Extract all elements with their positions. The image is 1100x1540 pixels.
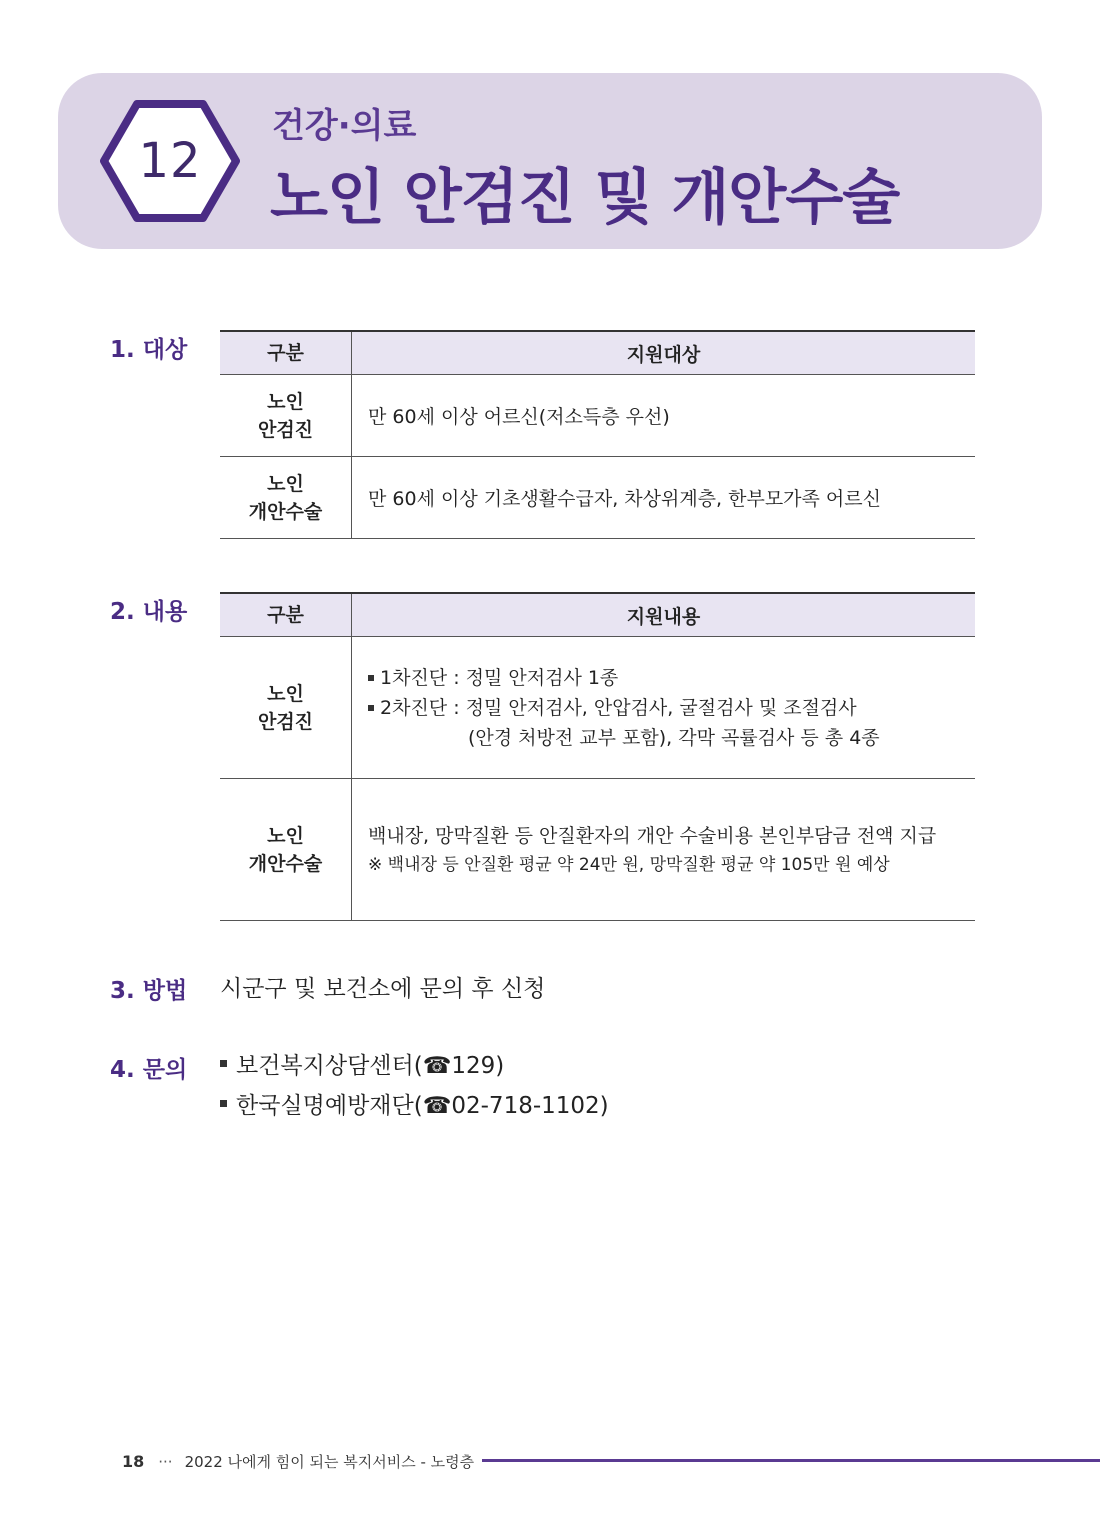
list-item-text: 1차진단 : 정밀 안저검사 1종	[380, 666, 619, 689]
table-row	[220, 375, 975, 457]
row-description: 만 60세 이상 기초생활수급자, 차상위계층, 한부모가족 어르신	[352, 457, 976, 539]
row-category	[220, 457, 352, 539]
section-label-target: 1. 대상	[110, 337, 188, 363]
column-header: 구분	[220, 593, 352, 637]
row-category-line: 노인	[267, 390, 304, 413]
footer-dots: ···	[158, 1452, 173, 1471]
footer	[122, 1451, 474, 1472]
list-item	[220, 1047, 504, 1080]
list-item	[368, 693, 975, 723]
footer-rule	[482, 1459, 1100, 1462]
page-number: 18	[122, 1452, 145, 1471]
page-title: 노인 안검진 및 개안수술	[270, 163, 900, 233]
column-header: 지원내용	[352, 593, 976, 637]
table-row	[220, 637, 975, 779]
page-category: 건강·의료	[272, 106, 417, 146]
row-category-line: 개안수술	[248, 852, 323, 875]
row-description	[352, 779, 976, 921]
contact-text: 한국실명예방재단(☎02-718-1102)	[236, 1093, 609, 1119]
table-header-row	[220, 331, 975, 375]
row-category-line: 노인	[267, 472, 304, 495]
content-table	[220, 592, 975, 921]
table-row	[220, 457, 975, 539]
section-number: 12	[138, 133, 202, 189]
row-description	[352, 637, 976, 779]
table-header-row	[220, 593, 975, 637]
section-label-inquiry: 4. 문의	[110, 1057, 188, 1083]
list-item-text: 2차진단 : 정밀 안저검사, 안압검사, 굴절검사 및 조절검사	[380, 696, 857, 719]
row-category	[220, 637, 352, 779]
table-row	[220, 779, 975, 921]
column-header: 구분	[220, 331, 352, 375]
section-label-content: 2. 내용	[110, 599, 188, 625]
description-text: 백내장, 망막질환 등 안질환자의 개안 수술비용 본인부담금 전액 지급	[368, 824, 937, 847]
footer-text: 2022 나에게 힘이 되는 복지서비스 - 노령층	[184, 1453, 475, 1471]
contact-text: 보건복지상담센터(☎129)	[236, 1053, 505, 1079]
row-category	[220, 779, 352, 921]
list-item	[220, 1087, 609, 1120]
row-category-line: 안검진	[257, 418, 314, 441]
row-category	[220, 375, 352, 457]
row-category-line: 노인	[267, 824, 304, 847]
method-text: 시군구 및 보건소에 문의 후 신청	[220, 976, 546, 1002]
bullet-icon	[368, 705, 374, 711]
list-item-continuation: (안경 처방전 교부 포함), 각막 곡률검사 등 총 4종	[468, 726, 880, 749]
bullet-icon	[220, 1060, 227, 1067]
row-category-line: 개안수술	[248, 500, 323, 523]
target-table	[220, 330, 975, 539]
bullet-icon	[220, 1100, 227, 1107]
row-category-line: 노인	[267, 682, 304, 705]
bullet-icon	[368, 675, 374, 681]
note-text: ※ 백내장 등 안질환 평균 약 24만 원, 망막질환 평균 약 105만 원 예상	[368, 854, 890, 875]
column-header: 지원대상	[352, 331, 976, 375]
row-category-line: 안검진	[257, 710, 314, 733]
row-description: 만 60세 이상 어르신(저소득층 우선)	[352, 375, 976, 457]
section-label-method: 3. 방법	[110, 978, 188, 1004]
list-item	[368, 663, 975, 693]
